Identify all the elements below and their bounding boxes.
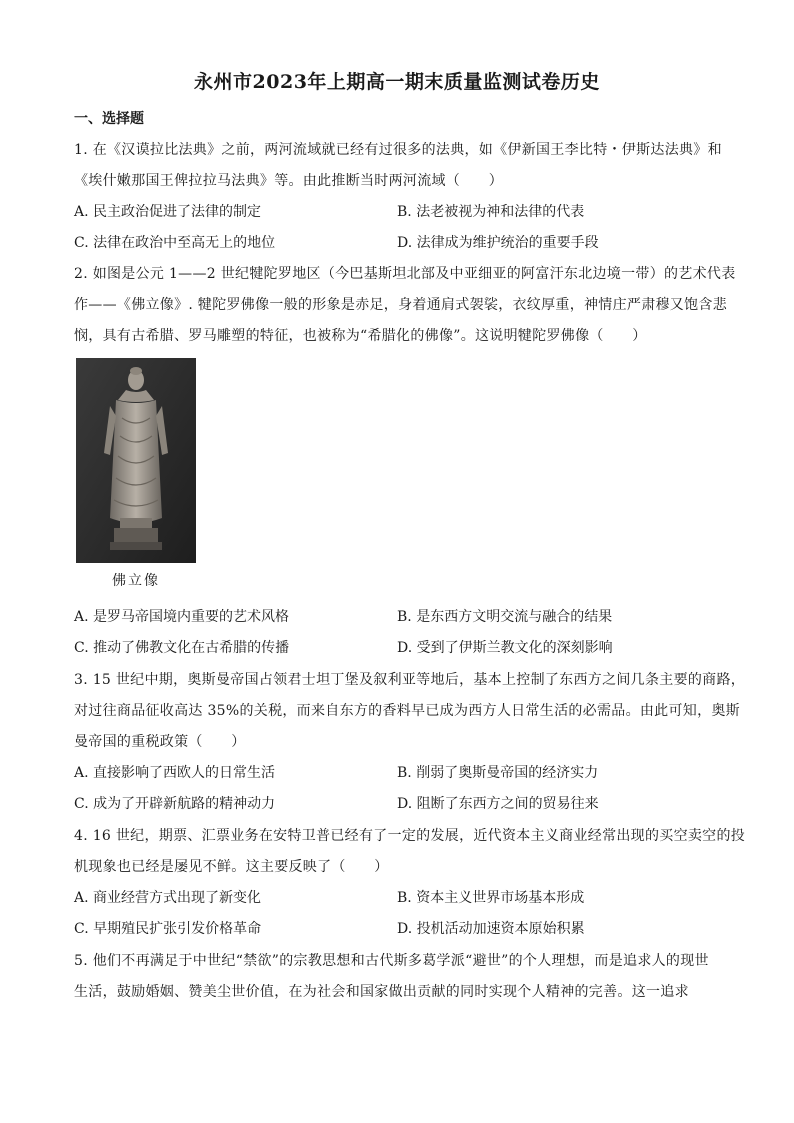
- question-3-line-1: 3. 15 世纪中期，奥斯曼帝国占领君士坦丁堡及叙利亚等地后，基本上控制了东西方之间几条主要的商路，: [74, 672, 746, 688]
- question-3-line-2: 对过往商品征收高达 35%的关税，而来自东方的香料早已成为西方人日常生活的必需品。由此可知，奥斯: [74, 703, 740, 719]
- question-3-option-d: D. 阻断了东西方之间的贸易往来: [397, 796, 599, 812]
- question-3-option-b: B. 削弱了奥斯曼帝国的经济实力: [397, 765, 599, 781]
- question-1-option-a: A. 民主政治促进了法律的制定: [74, 204, 262, 220]
- question-4-option-b: B. 资本主义世界市场基本形成: [397, 890, 585, 906]
- figure-caption: 佛立像: [112, 573, 160, 589]
- question-4-line-2: 机现象也已经是屡见不鲜。这主要反映了（ ）: [74, 859, 389, 875]
- question-2-line-2: 作——《佛立像》. 犍陀罗佛像一般的形象是赤足，身着通肩式袈裟，衣纹厚重，神情庄严肃穆又饱含悲: [74, 297, 727, 313]
- question-1-option-c: C. 法律在政治中至高无上的地位: [74, 235, 276, 251]
- question-3-option-c: C. 成为了开辟新航路的精神动力: [74, 796, 276, 812]
- question-4-option-d: D. 投机活动加速资本原始积累: [397, 921, 585, 937]
- question-2-option-c: C. 推动了佛教文化在古希腊的传播: [74, 640, 290, 656]
- question-2-line-1: 2. 如图是公元 1——2 世纪犍陀罗地区（今巴基斯坦北部及中亚细亚的阿富汗东北边境一带）的艺术代表: [74, 266, 736, 282]
- question-2-option-b: B. 是东西方文明交流与融合的结果: [397, 609, 613, 625]
- page-title: 永州市2023年上期高一期末质量监测试卷历史: [194, 71, 600, 93]
- question-1-line-1: 1. 在《汉谟拉比法典》之前，两河流域就已经有过很多的法典，如《伊新国王李比特・伊斯达法典》和: [74, 142, 722, 158]
- buddha-statue-photo: [76, 358, 196, 563]
- question-4-option-c: C. 早期殖民扩张引发价格革命: [74, 921, 262, 937]
- question-3-line-3: 曼帝国的重税政策（ ）: [74, 734, 246, 750]
- section-heading: 一、选择题: [74, 111, 144, 127]
- question-1-option-b: B. 法老被视为神和法律的代表: [397, 204, 585, 220]
- question-4-line-1: 4. 16 世纪，期票、汇票业务在安特卫普已经有了一定的发展，近代资本主义商业经常出现的买空卖空的投: [74, 828, 746, 844]
- question-2-option-d: D. 受到了伊斯兰教文化的深刻影响: [397, 640, 613, 656]
- question-2-option-a: A. 是罗马帝国境内重要的艺术风格: [74, 609, 290, 625]
- question-1-line-2: 《埃什嫩那国王俾拉拉马法典》等。由此推断当时两河流域（ ）: [74, 173, 503, 189]
- question-5-line-2: 生活，鼓励婚姻、赞美尘世价值，在为社会和国家做出贡献的同时实现个人精神的完善。这一追求: [74, 984, 689, 1000]
- question-2-line-3: 悯，具有古希腊、罗马雕塑的特征，也被称为“希腊化的佛像”。这说明犍陀罗佛像（ ）: [74, 328, 647, 344]
- question-1-option-d: D. 法律成为维护统治的重要手段: [397, 235, 599, 251]
- question-5-line-1: 5. 他们不再满足于中世纪“禁欲”的宗教思想和古代斯多葛学派“避世”的个人理想，而是追求人的现世: [74, 953, 709, 969]
- question-4-option-a: A. 商业经营方式出现了新变化: [74, 890, 262, 906]
- question-3-option-a: A. 直接影响了西欧人的日常生活: [74, 765, 276, 781]
